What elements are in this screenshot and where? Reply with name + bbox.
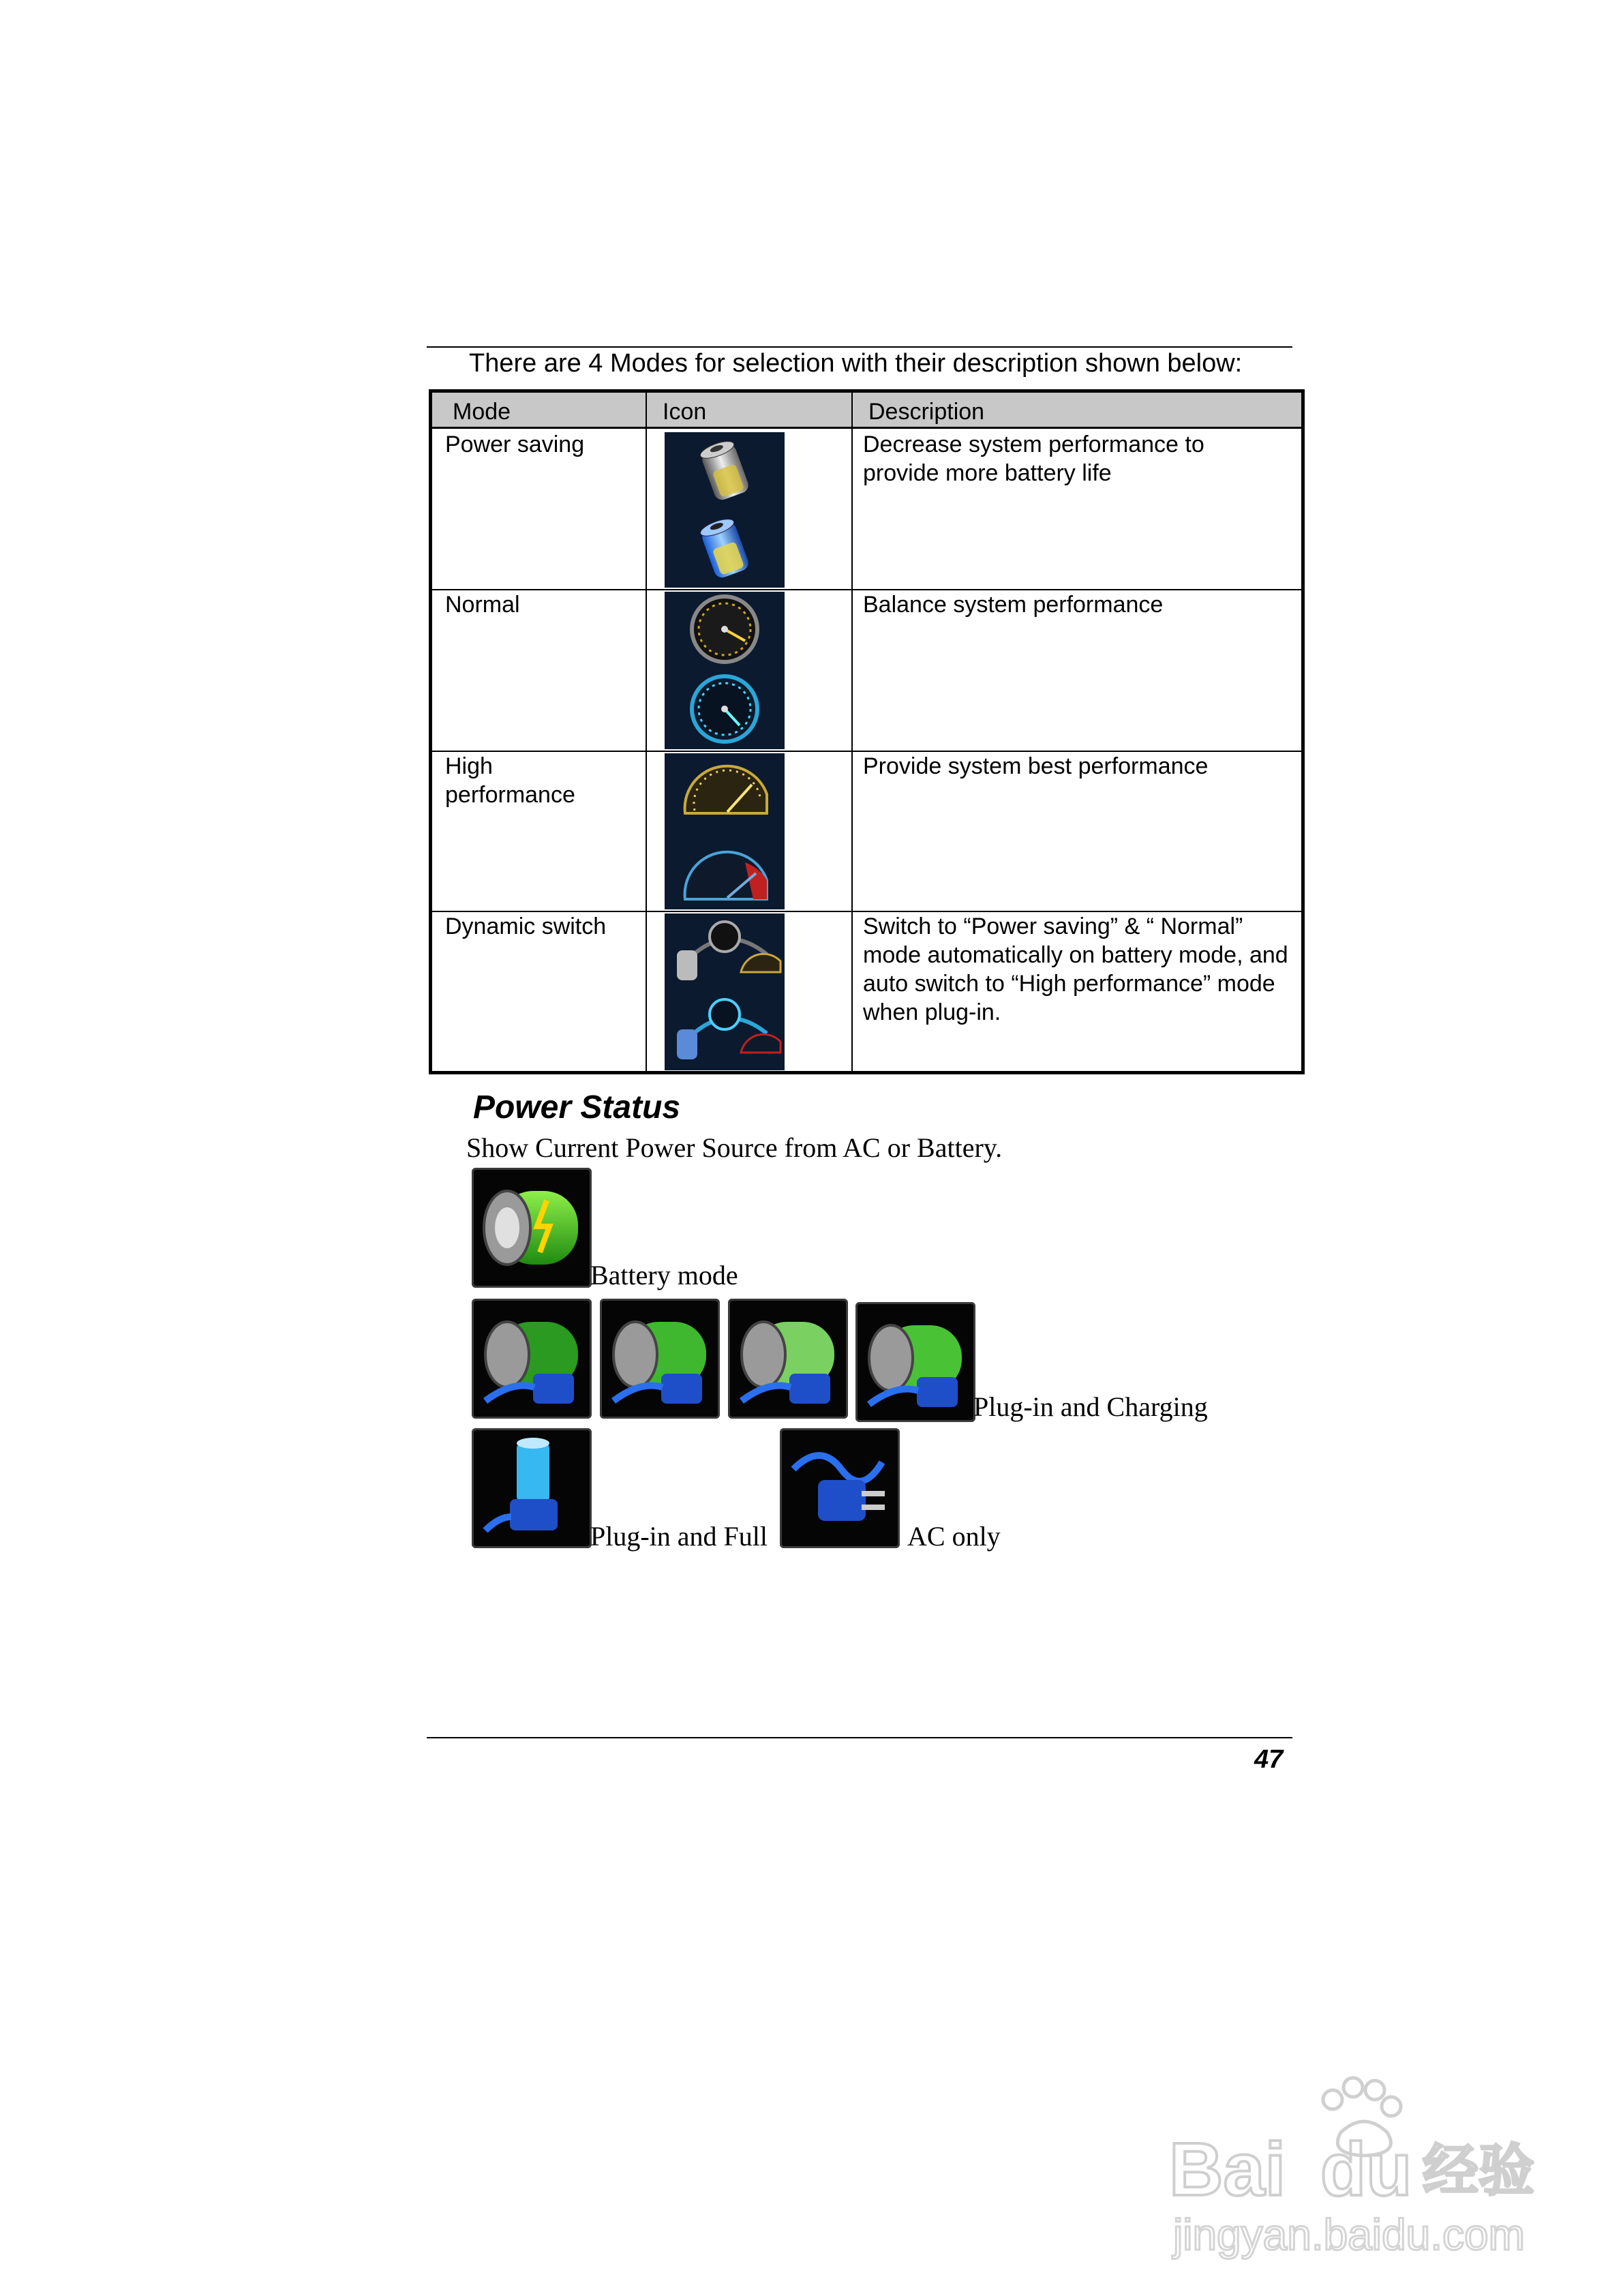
section-title: Power Status	[473, 1089, 681, 1126]
table-header	[432, 393, 1301, 429]
header-mode: Mode	[453, 399, 511, 425]
ac-only-label: AC only	[907, 1521, 1001, 1552]
description-normal: Balance system performance	[863, 592, 1164, 618]
svg-text:jingyan.baidu.com: jingyan.baidu.com	[1173, 2210, 1525, 2259]
svg-text:du: du	[1320, 2128, 1412, 2211]
speedometer-icon	[665, 753, 785, 909]
charging-icon	[600, 1299, 720, 1419]
description-high-performance: Provide system best performance	[863, 753, 1209, 779]
battery-mode-icon	[472, 1168, 592, 1288]
mode-dynamic-switch: Dynamic switch	[445, 913, 607, 939]
svg-text:经验: 经验	[1423, 2139, 1535, 2203]
top-rule	[427, 346, 1292, 348]
bottom-rule	[427, 1737, 1292, 1738]
charging-icon	[855, 1302, 975, 1422]
charging-icon	[472, 1299, 592, 1419]
plugin-full-label: Plug-in and Full	[590, 1521, 768, 1552]
mode-power-saving: Power saving	[445, 432, 585, 457]
mode-table	[429, 389, 1305, 1074]
description-power-saving: Decrease system performance to provide more battery life	[863, 432, 1204, 486]
mode-normal: Normal	[445, 592, 520, 618]
header-description: Description	[868, 399, 985, 425]
header-icon: Icon	[663, 399, 707, 425]
battery-mode-label: Battery mode	[590, 1260, 738, 1290]
gauge-icon	[665, 592, 785, 749]
charging-label: Plug-in and Charging	[973, 1391, 1208, 1422]
baidu-jingyan-watermark-logo	[1162, 2072, 1544, 2263]
description-dynamic-switch: Switch to “Power saving” & “ Normal” mode automatically on battery mode, and auto switch to “High performance” mode when plug-in.	[863, 913, 1288, 1025]
mode-high-performance: High performance	[445, 753, 575, 808]
charging-icon	[728, 1299, 848, 1419]
ac-only-icon	[780, 1428, 900, 1548]
intro-text: There are 4 Modes for selection with their description shown below:	[469, 349, 1243, 378]
svg-text:Bai: Bai	[1169, 2128, 1286, 2211]
section-subtitle: Show Current Power Source from AC or Battery.	[466, 1132, 1003, 1163]
column-divider	[646, 393, 647, 1071]
battery-icon	[665, 432, 785, 588]
column-divider	[851, 393, 853, 1071]
page-number: 47	[1254, 1745, 1284, 1774]
dynamic-switch-icon	[665, 913, 785, 1070]
plugin-full-icon	[472, 1428, 592, 1548]
